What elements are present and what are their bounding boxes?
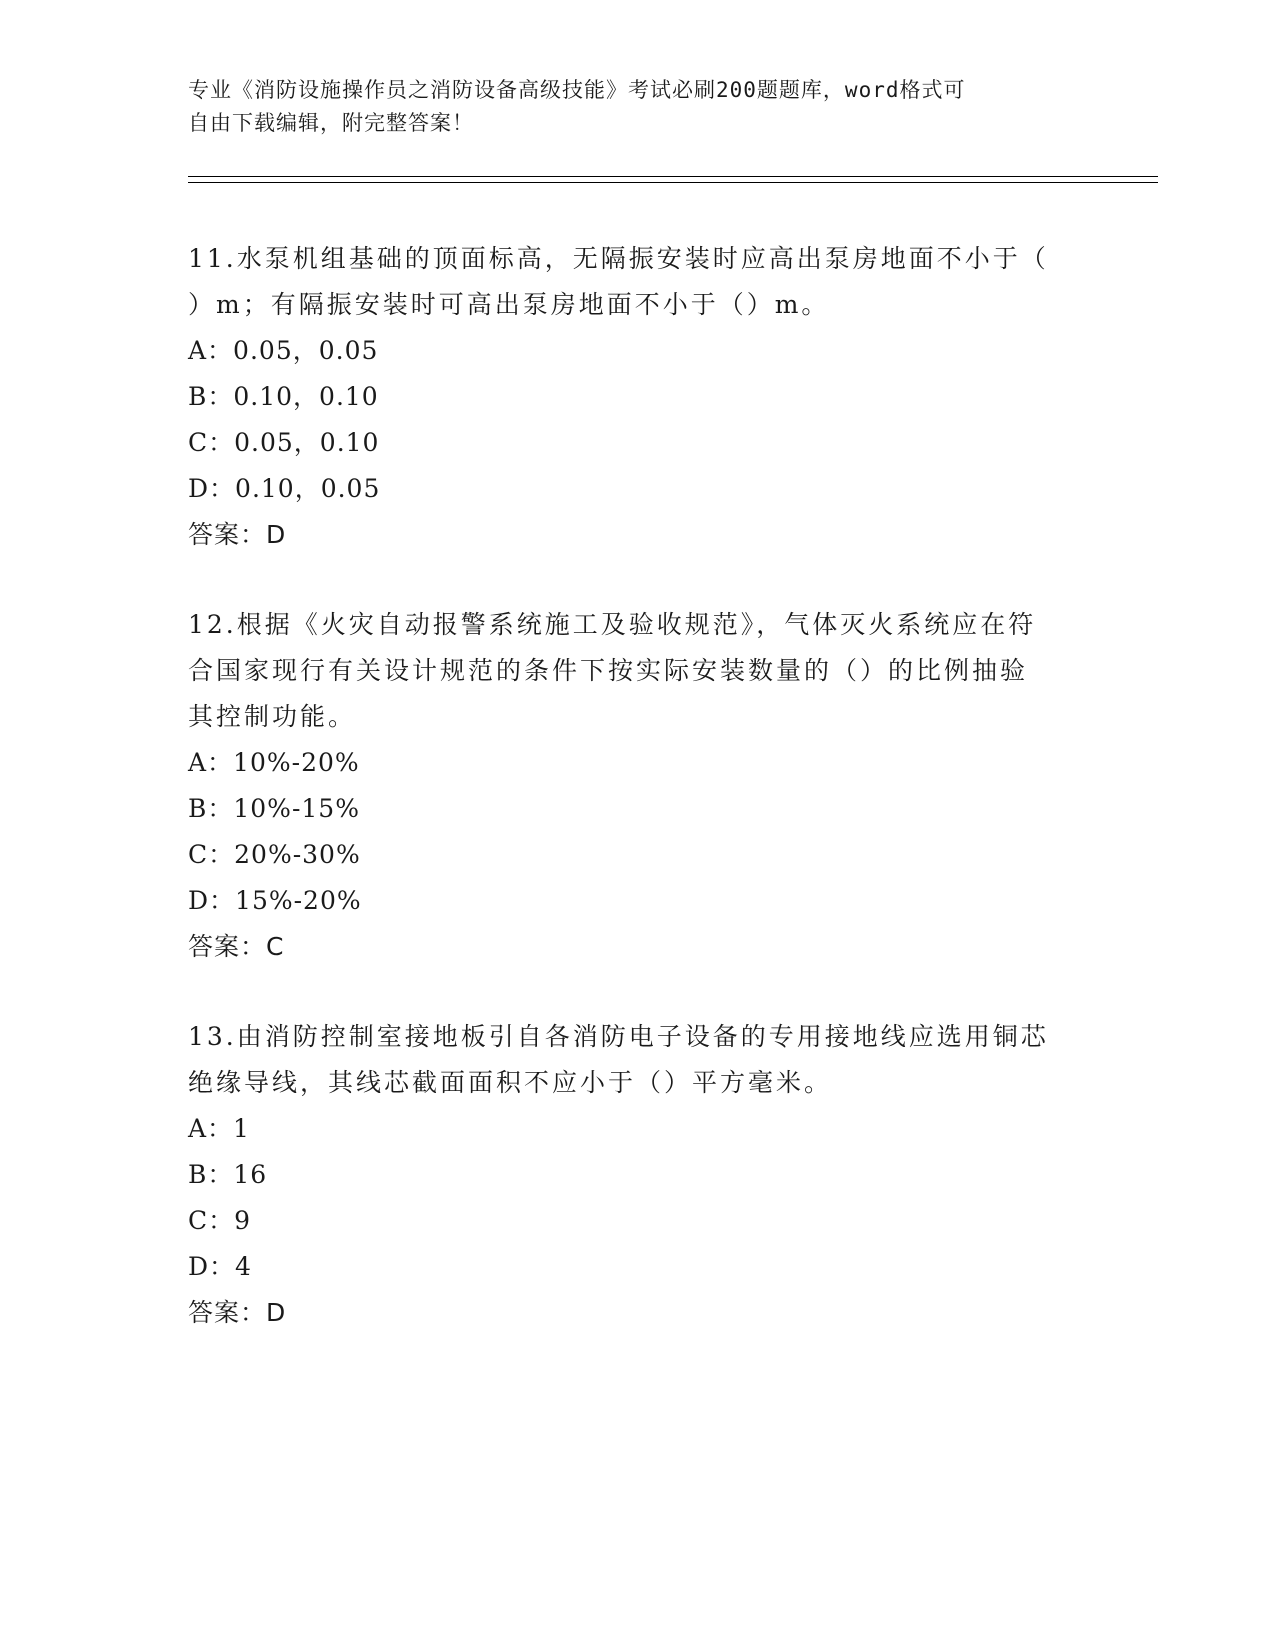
answer-line: 答案：C <box>188 932 285 961</box>
question-text-line: 绝缘导线，其线芯截面面积不应小于（）平方毫米。 <box>188 1068 833 1097</box>
question-text-line: 11.水泵机组基础的顶面标高，无隔振安装时应高出泵房地面不小于（ <box>188 244 1049 273</box>
document-header <box>188 74 1068 140</box>
question-text-line: 其控制功能。 <box>188 702 357 731</box>
option-d: D：0.10，0.05 <box>188 474 381 503</box>
option-d: D：4 <box>188 1252 252 1281</box>
header-divider-bottom <box>188 182 1158 183</box>
option-b: B：16 <box>188 1160 268 1189</box>
answer-line: 答案：D <box>188 1298 287 1327</box>
option-d: D：15%-20% <box>188 886 362 915</box>
question-text-line: ）m；有隔振安装时可高出泵房地面不小于（）m。 <box>188 290 830 319</box>
option-b: B：0.10，0.10 <box>188 382 379 411</box>
option-c: C：9 <box>188 1206 252 1235</box>
option-c: C：20%-30% <box>188 840 361 869</box>
option-b: B：10%-15% <box>188 794 360 823</box>
question-text-line: 13.由消防控制室接地板引自各消防电子设备的专用接地线应选用铜芯 <box>188 1022 1049 1051</box>
question-12 <box>188 602 1088 970</box>
header-line-1: 专业《消防设施操作员之消防设备高级技能》考试必刷200题题库，word格式可 <box>188 78 966 102</box>
option-a: A：10%-20% <box>188 748 360 777</box>
answer-line: 答案：D <box>188 520 287 549</box>
option-c: C：0.05，0.10 <box>188 428 380 457</box>
question-text-line: 合国家现行有关设计规范的条件下按实际安装数量的（）的比例抽验 <box>188 656 1029 685</box>
option-a: A：1 <box>188 1114 250 1143</box>
option-a: A：0.05，0.05 <box>188 336 379 365</box>
question-11 <box>188 236 1088 558</box>
header-divider-top <box>188 176 1158 177</box>
question-13 <box>188 1014 1088 1336</box>
question-text-line: 12.根据《火灾自动报警系统施工及验收规范》，气体灭火系统应在符 <box>188 610 1037 639</box>
header-line-2: 自由下载编辑，附完整答案！ <box>188 111 474 135</box>
